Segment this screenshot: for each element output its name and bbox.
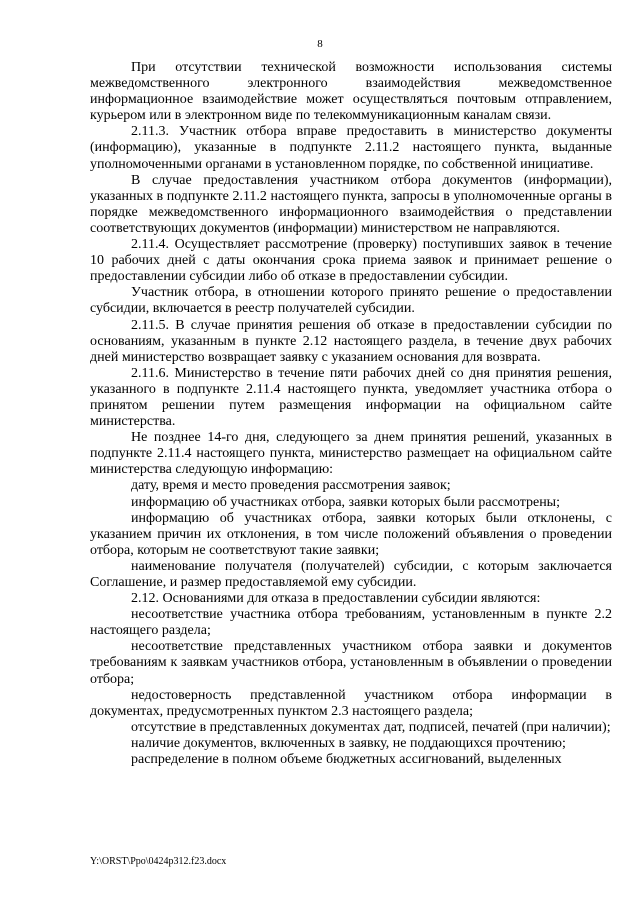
page-number: 8: [317, 38, 323, 50]
paragraph-11: информацию об участниках отбора, заявки которых были отклонены, с указанием причин их отклонения, в том числе положений объявления о проведении отбора, которым не соответствуют такие заявки;: [90, 510, 612, 558]
paragraph-19: распределение в полном объеме бюджетных ассигнований, выделенных: [131, 752, 562, 768]
paragraph-15: несоответствие представленных участником отбора заявки и документов требованиям к заявкам участников отбора, установленным в объявлении о проведении отбора;: [90, 639, 612, 687]
paragraph-12: наименование получателя (получателей) субсидии, с которым заключается Соглашение, и размер предоставляемой ему субсидии.: [90, 558, 612, 590]
paragraph-13: 2.12. Основаниями для отказа в предоставлении субсидии являются:: [131, 591, 541, 607]
paragraph-10: информацию об участниках отбора, заявки которых были рассмотрены;: [131, 494, 560, 510]
paragraph-17: отсутствие в представленных документах дат, подписей, печатей (при наличии);: [131, 719, 611, 735]
paragraph-8: Не позднее 14-го дня, следующего за днем принятия решений, указанных в подпункте 2.11.4 настоящего пункта, министерство размещает на официальном сайте министерства следующую информацию:: [90, 430, 612, 478]
document-body: [90, 60, 612, 768]
paragraph-7: 2.11.6. Министерство в течение пяти рабочих дней со дня принятия решения, указанного в подпункте 2.11.4 настоящего пункта, уведомляет участника отбора о принятом решении путем размещения информации на официальном сайте министерства.: [90, 365, 612, 430]
paragraph-14: несоответствие участника отбора требованиям, установленным в пункте 2.2 настоящего раздела;: [90, 607, 612, 639]
paragraph-16: недостоверность представленной участником отбора информации в документах, предусмотренных пунктом 2.3 настоящего раздела;: [90, 687, 612, 719]
file-path-footer: Y:\ORST\Ppo\0424p312.f23.docx: [90, 856, 227, 867]
paragraph-3: В случае предоставления участником отбора документов (информации), указанных в подпункте 2.11.2 настоящего пункта, запросы в уполномоченные органы в порядке межведомственного информационного взаимодействия о представлении соответствующих документов (информации) министерством не направляются.: [90, 172, 612, 236]
paragraph-4: 2.11.4. Осуществляет рассмотрение (проверку) поступивших заявок в течение 10 рабочих дней с даты окончания срока приема заявок и принимает решение о предоставлении субсидии либо об отказе в предоставлении субсидии.: [90, 237, 612, 285]
paragraph-18: наличие документов, включенных в заявку, не поддающихся прочтению;: [131, 735, 566, 751]
paragraph-5: Участник отбора, в отношении которого принято решение о предоставлении субсидии, включается в реестр получателей субсидии.: [90, 285, 612, 317]
paragraph-1: При отсутствии технической возможности использования системы межведомственного электронного взаимодействия межведомственное информационное взаимодействие может осуществляться почтовым отправлением, курьером или в электронном виде по телекоммуникационным каналам связи.: [90, 60, 612, 124]
paragraph-6: 2.11.5. В случае принятия решения об отказе в предоставлении субсидии по основаниям, указанным в пункте 2.12 настоящего раздела, в течение двух рабочих дней министерство возвращает заявку с указанием основания для возврата.: [90, 317, 612, 365]
paragraph-9: дату, время и место проведения рассмотрения заявок;: [131, 478, 451, 494]
paragraph-2: 2.11.3. Участник отбора вправе предоставить в министерство документы (информацию), указанные в подпункте 2.11.2 настоящего пункта, выданные уполномоченными органами в установленном порядке, по собственной инициативе.: [90, 124, 612, 172]
